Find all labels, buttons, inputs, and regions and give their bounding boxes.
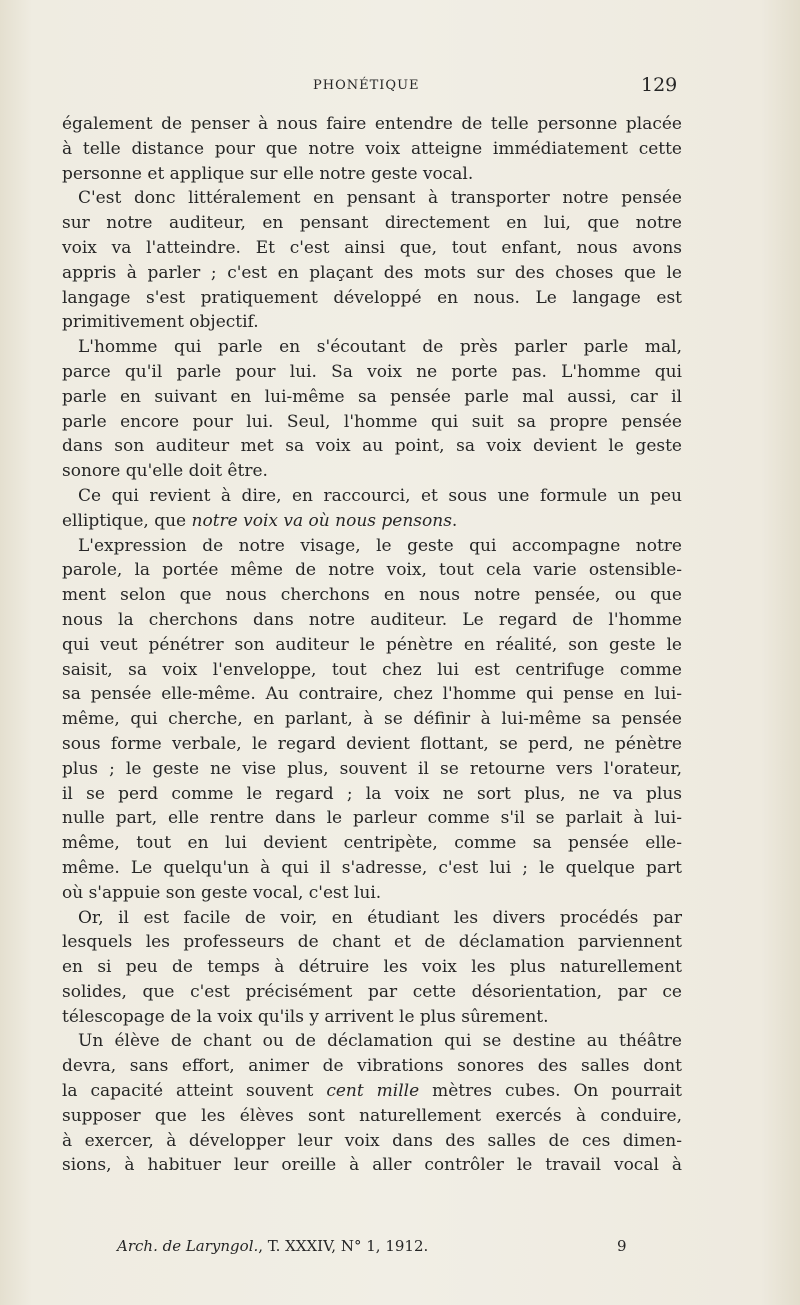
text-run: mètres cubes. On pourrait — [419, 1081, 683, 1102]
text-line: L'homme qui parle en s'écoutant de près parler parle mal, — [78, 337, 682, 358]
text-line: à telle distance pour que notre voix atteigne immédiatement cette — [62, 138, 682, 159]
text-run: . — [451, 510, 458, 531]
text-line: parole, la portée même de notre voix, tout cela varie ostensible- — [62, 560, 682, 581]
text-line: lesquels les professeurs de chant et de déclamation parviennent — [62, 932, 682, 953]
text-line: même, tout en lui devient centripète, comme sa pensée elle- — [62, 833, 682, 854]
text-line: saisit, sa voix l'enveloppe, tout chez lui est centrifuge comme — [62, 659, 682, 680]
text-line: nous la cherchons dans notre auditeur. Le regard de l'homme — [62, 609, 682, 630]
page-number: 129 — [641, 74, 678, 96]
paragraph-1 — [62, 112, 682, 186]
text-line: voix va l'atteindre. Et c'est ainsi que, tout enfant, nous avons — [62, 237, 682, 258]
paragraph-3 — [62, 335, 682, 484]
text-line: ment selon que nous cherchons en nous notre pensée, ou que — [62, 585, 682, 606]
text-line: parle en suivant en lui-même sa pensée parle mal aussi, car il — [62, 386, 682, 407]
text-run: elliptique, que — [62, 510, 192, 531]
running-title: PHONÉTIQUE — [313, 78, 420, 93]
emphasized-phrase: cent mille — [326, 1081, 420, 1102]
text-line: où s'appuie son geste vocal, c'est lui. — [62, 882, 382, 903]
text-line: parle encore pour lui. Seul, l'homme qui suit sa propre pensée — [62, 411, 682, 432]
text-line: nulle part, elle rentre dans le parleur comme s'il se parlait à lui- — [62, 808, 682, 829]
text-line: sonore qu'elle doit être. — [62, 461, 268, 482]
text-run: la capacité atteint souvent — [62, 1081, 327, 1102]
emphasized-phrase: notre voix va où nous pensons — [191, 510, 452, 531]
signature-mark: 9 — [617, 1237, 627, 1255]
journal-citation — [117, 1237, 428, 1255]
page-header — [0, 74, 800, 104]
text-line: personne et applique sur elle notre geste vocal. — [62, 163, 474, 184]
paragraph-5 — [62, 534, 682, 906]
text-line: sions, à habituer leur oreille à aller contrôler le travail vocal à — [62, 1155, 682, 1176]
paragraph-7 — [62, 1029, 682, 1178]
paragraph-6 — [62, 906, 682, 1030]
text-line: également de penser à nous faire entendre de telle personne placée — [62, 114, 682, 134]
text-line: parce qu'il parle pour lui. Sa voix ne porte pas. L'homme qui — [62, 361, 682, 382]
text-line: primitivement objectif. — [62, 312, 259, 333]
text-line: appris à parler ; c'est en plaçant des mots sur des choses que le — [62, 262, 682, 283]
text-line: sa pensée elle-même. Au contraire, chez l'homme qui pense en lui- — [62, 684, 682, 705]
text-line: supposer que les élèves sont naturellement exercés à conduire, — [62, 1105, 682, 1126]
text-line: Ce qui revient à dire, en raccourci, et sous une formule un peu — [78, 485, 682, 506]
text-line: même. Le quelqu'un à qui il s'adresse, c'est lui ; le quelque part — [62, 857, 682, 878]
text-line: à exercer, à développer leur voix dans des salles de ces dimen- — [62, 1130, 682, 1151]
text-line-italic — [62, 509, 682, 534]
text-line: solides, que c'est précisément par cette désorientation, par ce — [62, 981, 682, 1002]
journal-volume: , T. XXXIV, N° 1, 1912. — [258, 1237, 429, 1255]
text-line: dans son auditeur met sa voix au point, sa voix devient le geste — [62, 436, 682, 457]
text-line: sur notre auditeur, en pensant directement en lui, que notre — [62, 213, 682, 234]
paragraph-2 — [62, 186, 682, 335]
text-line: en si peu de temps à détruire les voix les plus naturellement — [62, 957, 682, 978]
text-line: C'est donc littéralement en pensant à transporter notre pensée — [78, 188, 682, 209]
text-line: langage s'est pratiquement développé en nous. Le langage est — [62, 287, 682, 308]
text-line: L'expression de notre visage, le geste qui accompagne notre — [78, 535, 682, 556]
text-line-italic — [62, 1079, 682, 1104]
text-line: télescopage de la voix qu'ils y arrivent le plus sûrement. — [62, 1006, 549, 1027]
text-line: Or, il est facile de voir, en étudiant les divers procédés par — [78, 907, 682, 928]
text-line: sous forme verbale, le regard devient flottant, se perd, ne pénètre — [62, 733, 682, 754]
text-line: même, qui cherche, en parlant, à se définir à lui-même sa pensée — [62, 709, 682, 730]
journal-name: Arch. de Laryngol. — [117, 1237, 259, 1255]
text-line: il se perd comme le regard ; la voix ne sort plus, ne va plus — [62, 783, 682, 804]
text-line: qui veut pénétrer son auditeur le pénètre en réalité, son geste le — [62, 634, 682, 655]
text-line: Un élève de chant ou de déclamation qui se destine au théâtre — [78, 1031, 682, 1052]
body-text — [62, 112, 682, 1178]
paragraph-4 — [62, 484, 682, 534]
text-line: plus ; le geste ne vise plus, souvent il se retourne vers l'orateur, — [62, 758, 682, 779]
text-line: devra, sans effort, animer de vibrations sonores des salles dont — [62, 1056, 682, 1077]
page-footer — [117, 1237, 657, 1261]
